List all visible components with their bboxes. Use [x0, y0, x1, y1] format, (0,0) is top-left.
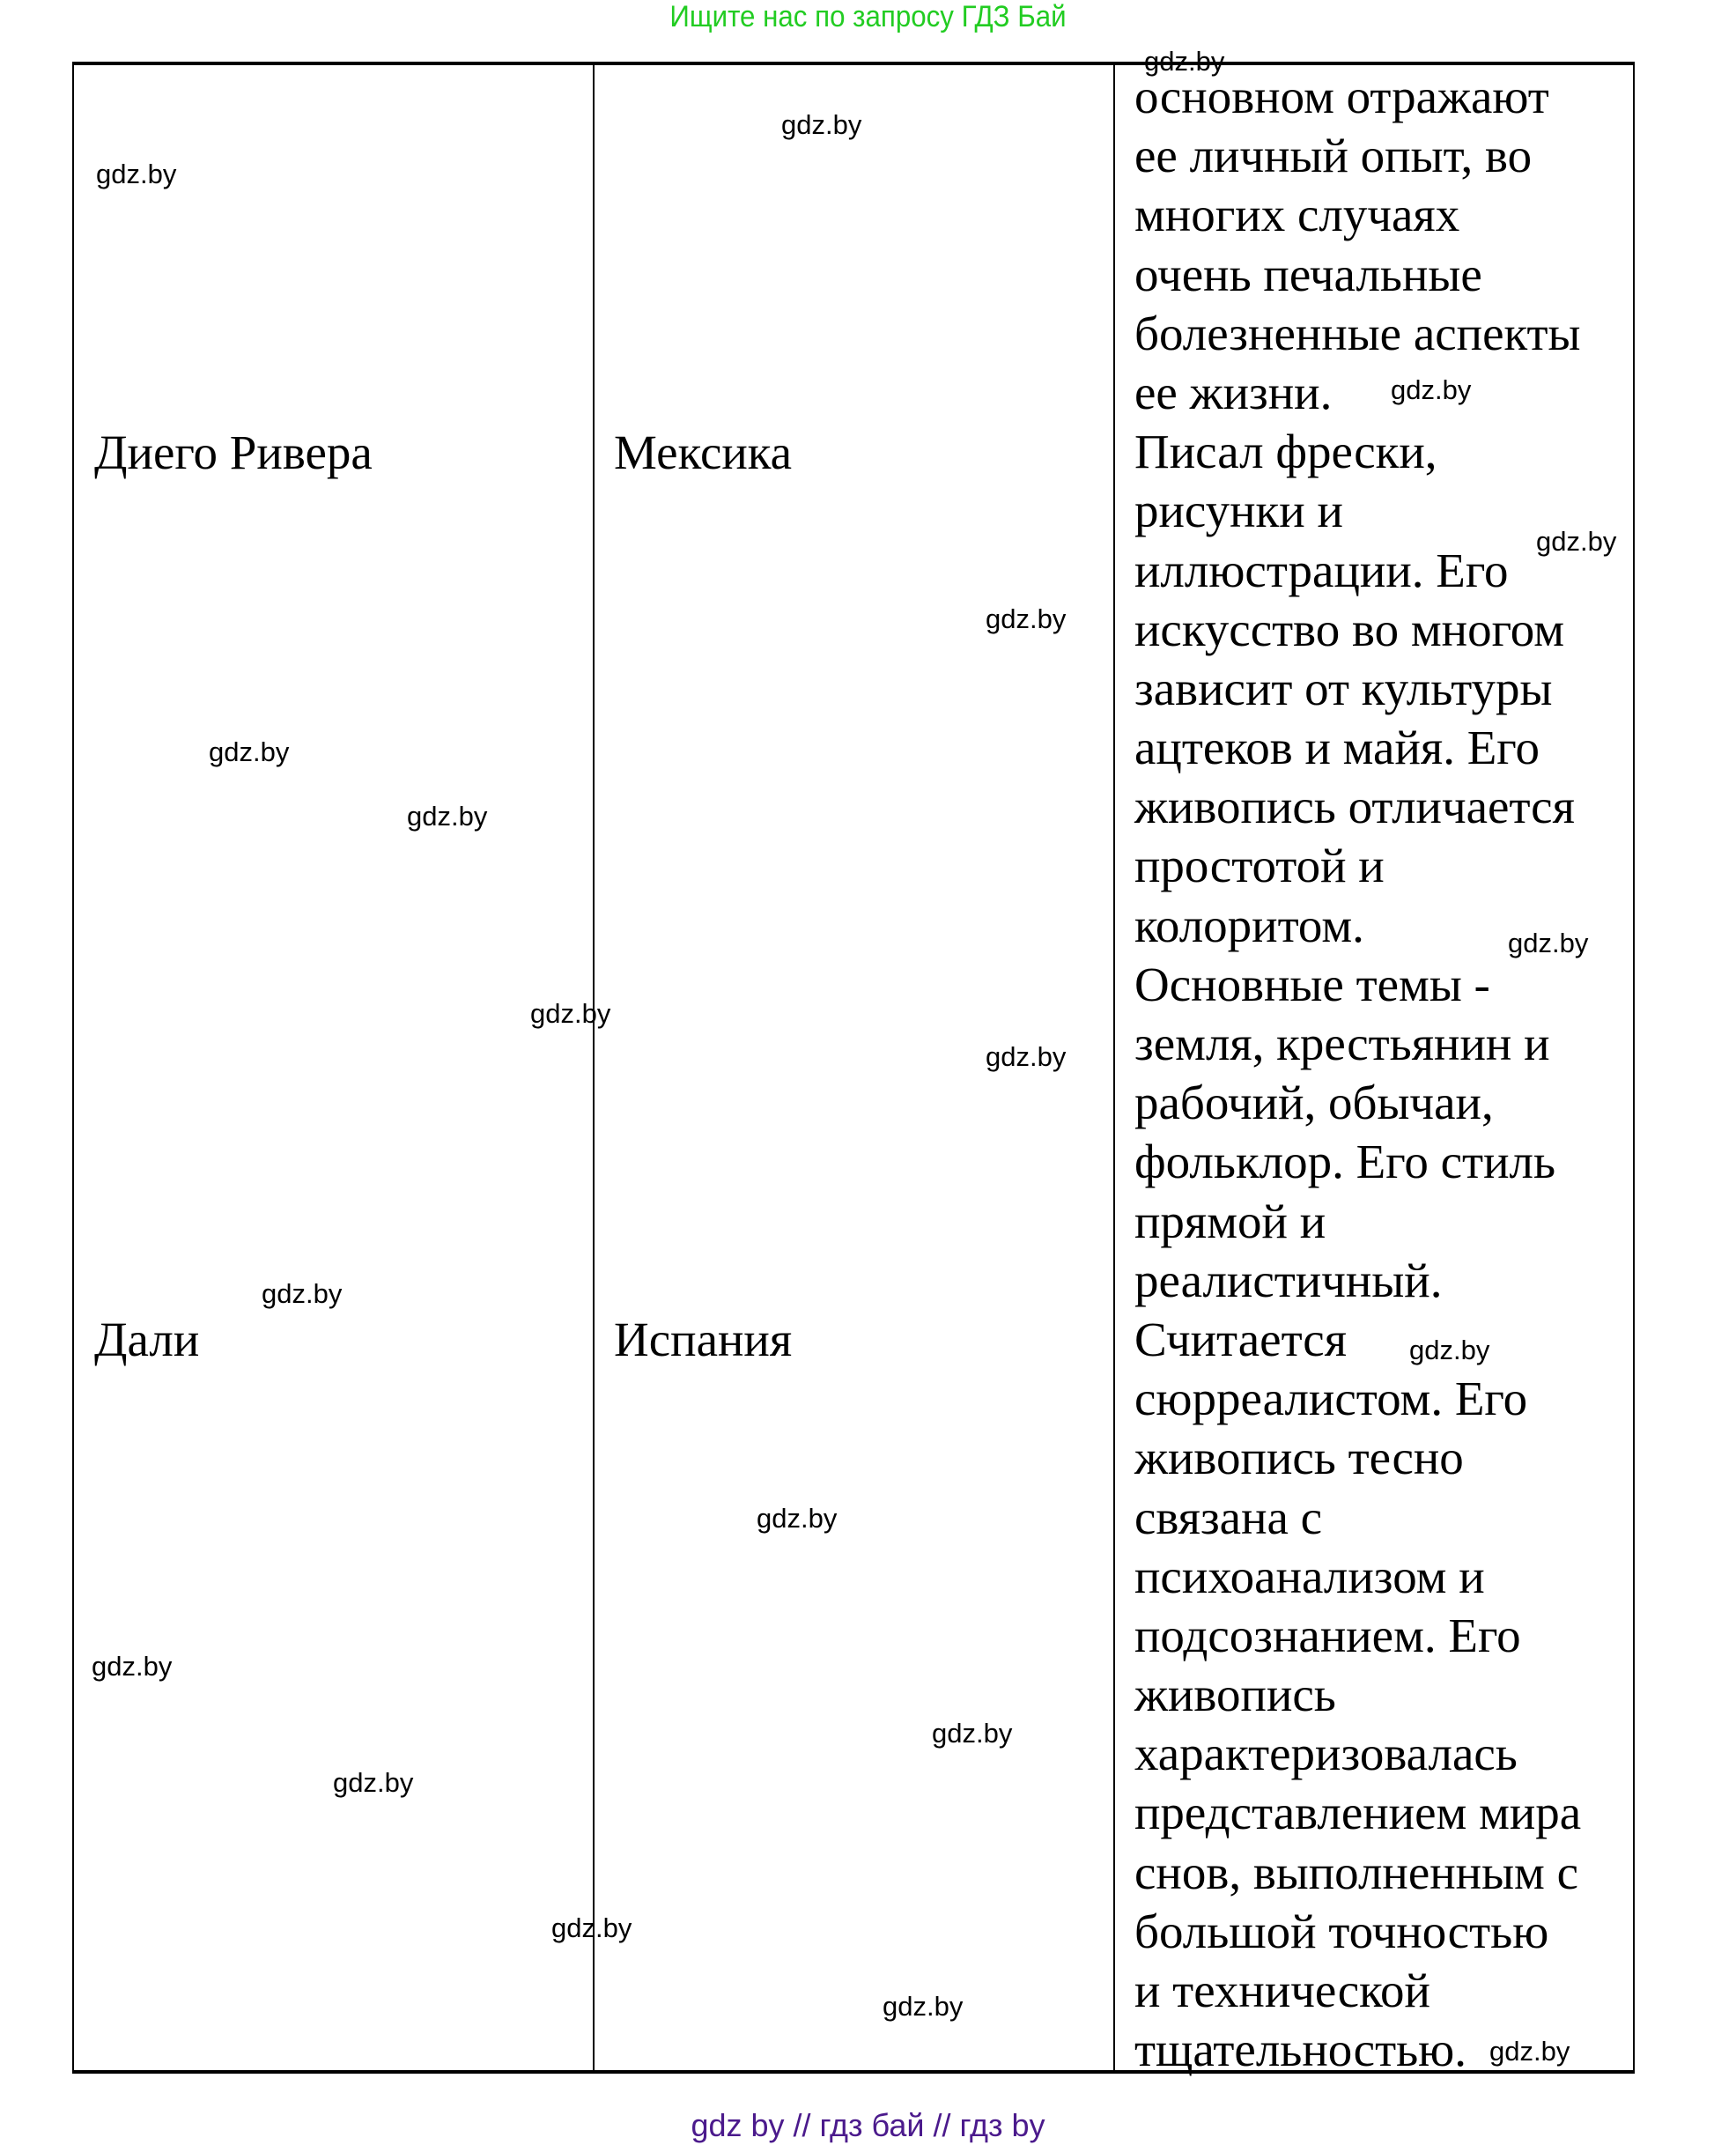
description-line: болезненные аспекты: [1134, 306, 1581, 360]
description-line: зависит от культуры: [1134, 661, 1553, 715]
description-line: тщательностью.: [1134, 2023, 1467, 2077]
description-line: колоритом.: [1134, 898, 1364, 952]
description-line: живопись тесно: [1134, 1431, 1464, 1485]
description-column: [1134, 67, 1581, 2079]
description-line: сюрреалистом. Его: [1134, 1372, 1528, 1426]
description-line: искусство во многом: [1134, 602, 1565, 656]
artist-cell: Диего Ривера: [94, 425, 373, 479]
description-line: реалистичный.: [1134, 1253, 1443, 1307]
watermark-text: gdz.by: [883, 1991, 964, 2022]
description-line: рисунки и: [1134, 484, 1343, 538]
watermark-text: gdz.by: [932, 1718, 1013, 1749]
description-line: многих случаях: [1134, 188, 1460, 242]
watermark-text: gdz.by: [262, 1278, 343, 1309]
country-cell: Испания: [614, 1313, 793, 1366]
watermark-text: gdz.by: [530, 998, 611, 1029]
watermark-text: gdz.by: [1391, 374, 1472, 405]
watermark-text: gdz.by: [1409, 1335, 1490, 1365]
country-cell: Мексика: [614, 425, 793, 479]
description-line: простотой и: [1134, 839, 1385, 893]
footer-links: gdz by // гдз бай // гдз by: [691, 2107, 1045, 2143]
artist-cell: Дали: [94, 1313, 200, 1366]
description-line: Писал фрески,: [1134, 425, 1437, 479]
watermark-text: gdz.by: [333, 1767, 414, 1798]
description-line: земля, крестьянин и: [1134, 1017, 1550, 1070]
description-line: психоанализом и: [1134, 1549, 1485, 1603]
description-line: живопись: [1134, 1668, 1336, 1722]
description-line: Основные темы -: [1134, 957, 1490, 1011]
watermark-text: gdz.by: [92, 1651, 173, 1682]
watermark-text: gdz.by: [781, 109, 862, 140]
watermark-text: gdz.by: [96, 159, 177, 189]
watermark-text: gdz.by: [407, 801, 488, 832]
description-line: большой точностью: [1134, 1904, 1549, 1958]
description-line: связана с: [1134, 1490, 1323, 1544]
description-line: представлением мира: [1134, 1786, 1582, 1840]
column-divider: [593, 62, 595, 2074]
description-line: ее личный опыт, во: [1134, 129, 1533, 183]
watermark-text: gdz.by: [1144, 46, 1225, 77]
description-line: подсознанием. Его: [1134, 1608, 1521, 1662]
description-line: характеризовалась: [1134, 1727, 1518, 1781]
description-line: живопись отличается: [1134, 780, 1575, 834]
description-line: ацтеков и майя. Его: [1134, 721, 1540, 775]
column-divider: [1113, 62, 1115, 2074]
description-line: основном отражают: [1134, 70, 1549, 123]
watermark-text: gdz.by: [1489, 2036, 1570, 2067]
description-line: очень печальные: [1134, 247, 1482, 301]
watermark-text: gdz.by: [1536, 526, 1617, 557]
description-line: иллюстрации. Его: [1134, 543, 1509, 597]
description-line: рабочий, обычаи,: [1134, 1076, 1494, 1130]
description-line: Считается: [1134, 1312, 1348, 1366]
watermark-text: gdz.by: [551, 1912, 632, 1943]
watermark-text: gdz.by: [986, 603, 1067, 634]
description-line: снов, выполненным с: [1134, 1845, 1579, 1899]
watermark-text: gdz.by: [209, 736, 290, 767]
watermark-text: gdz.by: [1508, 928, 1589, 958]
description-line: ее жизни.: [1134, 365, 1333, 419]
watermark-text: gdz.by: [757, 1503, 838, 1534]
description-line: прямой и: [1134, 1194, 1326, 1248]
description-line: фольклор. Его стиль: [1134, 1135, 1556, 1189]
description-line: и технической: [1134, 1964, 1430, 2017]
watermark-text: gdz.by: [986, 1041, 1067, 1072]
search-hint-header: Ищите нас по запросу ГДЗ Бай: [669, 0, 1067, 33]
